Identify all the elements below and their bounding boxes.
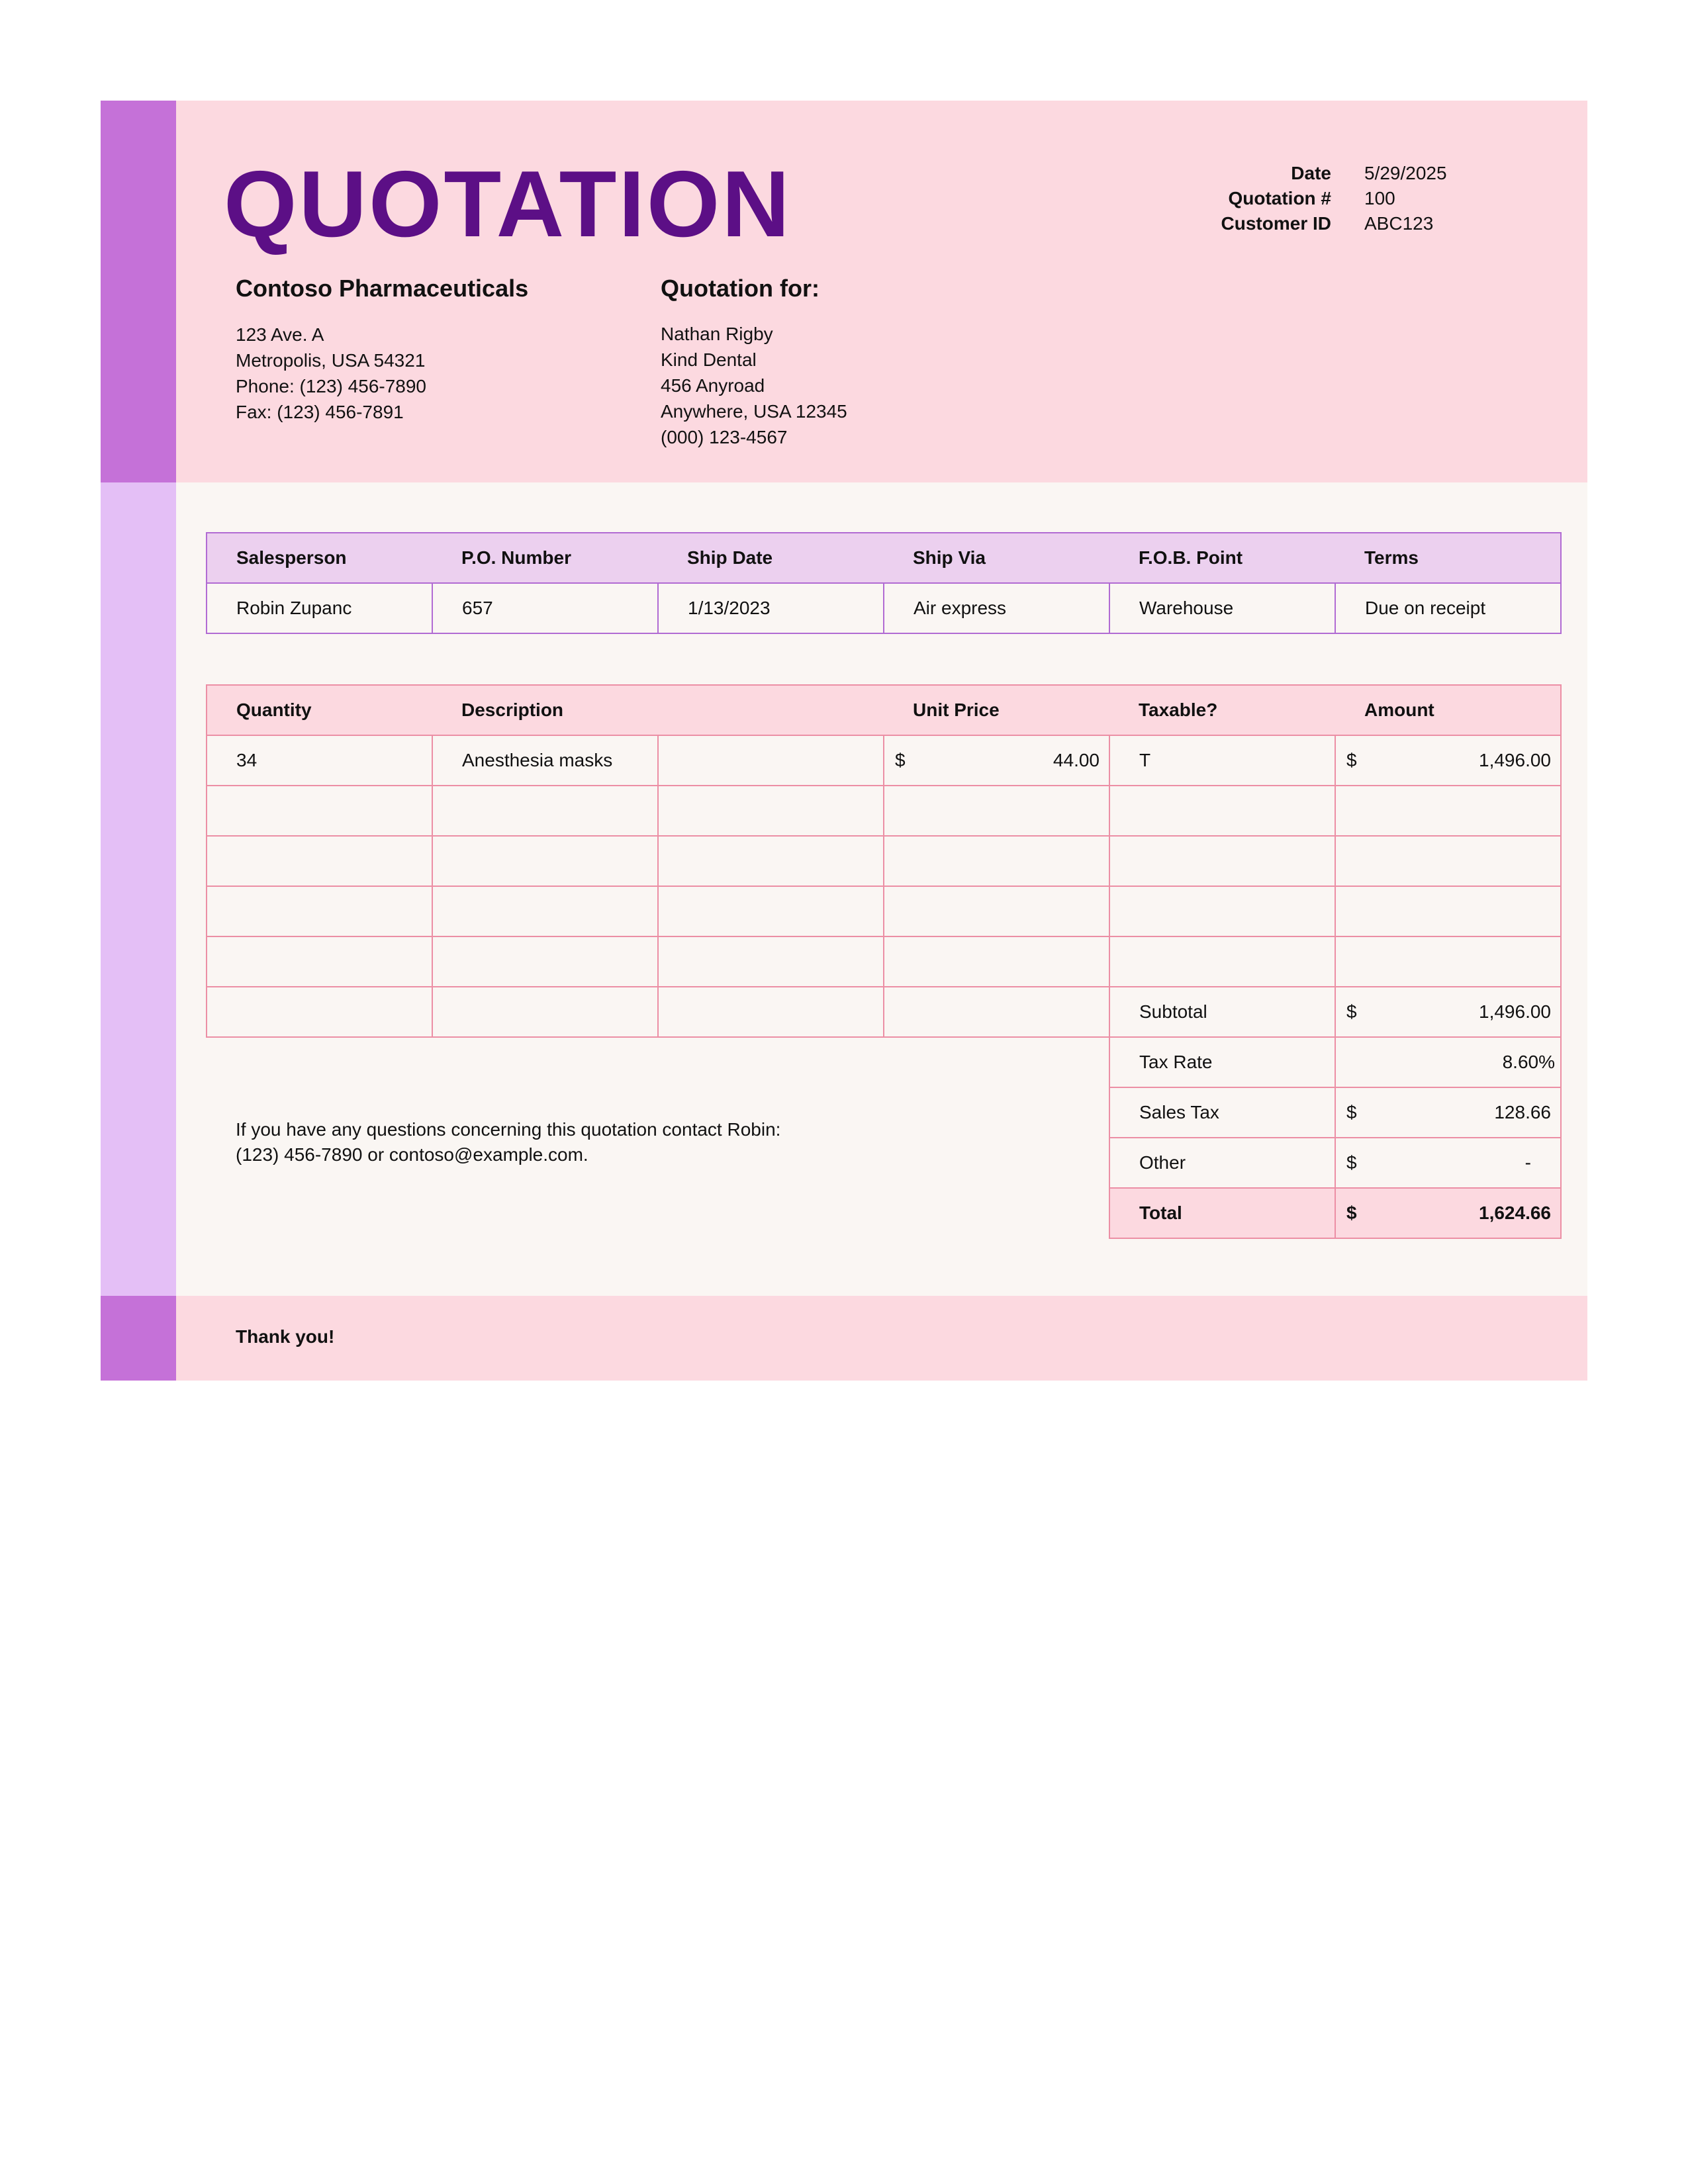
empty-cell [884,936,1109,987]
seller-fax: Fax: (123) 456-7891 [236,402,404,422]
quotation-number-label: Quotation # [1228,188,1331,208]
shipping-header-row [207,533,1561,583]
recipient-name: Nathan Rigby [661,324,773,344]
contact-details: (123) 456-7890 or contoso@example.com. [236,1144,588,1165]
seller-address [236,322,426,425]
description-header: Description [432,685,658,735]
quotation-number-value: 100 [1364,188,1395,208]
salesperson-value: Robin Zupanc [207,583,432,633]
empty-cell [1335,786,1561,836]
empty-cell [1109,936,1335,987]
empty-cell [658,987,884,1037]
table-row [207,786,1561,836]
item-unit-price-cell [884,735,1109,786]
table-row [207,936,1561,987]
quantity-header: Quantity [207,685,432,735]
ship-via-header: Ship Via [884,533,1109,583]
item-taxable: T [1109,735,1335,786]
ship-date-header: Ship Date [658,533,884,583]
table-row [207,735,1561,786]
sales-tax-currency: $ [1346,1102,1357,1122]
sales-tax-value: 128.66 [1494,1102,1551,1122]
subtotal-row [207,987,1561,1037]
subtotal-value: 1,496.00 [1479,1001,1551,1022]
spacer [207,1037,1109,1087]
empty-cell [884,987,1109,1037]
thank-you-text: Thank you! [236,1326,335,1347]
date-value: 5/29/2025 [1364,163,1447,183]
item-amount-cell [1335,735,1561,786]
empty-cell [1335,836,1561,886]
description-header-spacer [658,685,884,735]
document-title: QUOTATION [224,152,792,257]
seller-name: Contoso Pharmaceuticals [236,275,529,302]
contact-line: If you have any questions concerning this quotation contact Robin: [236,1119,781,1140]
contact-note [236,1117,780,1167]
empty-cell [658,786,884,836]
sales-tax-cell [1335,1087,1561,1138]
tax-rate-value: 8.60% [1335,1037,1561,1087]
item-description-extra [658,735,884,786]
seller-address-line: 123 Ave. A [236,324,324,345]
empty-cell [207,886,432,936]
empty-cell [432,886,658,936]
other-value: - [1524,1152,1531,1173]
recipient-heading: Quotation for: [661,275,820,302]
salesperson-header: Salesperson [207,533,432,583]
empty-cell [658,836,884,886]
empty-cell [884,786,1109,836]
item-unit-price-currency: $ [895,750,906,770]
fob-point-value: Warehouse [1109,583,1335,633]
tax-rate-row [207,1037,1561,1087]
recipient-address-line: 456 Anyroad [661,375,765,396]
item-description: Anesthesia masks [432,735,658,786]
total-row [207,1188,1561,1238]
terms-value: Due on receipt [1335,583,1561,633]
ship-via-value: Air express [884,583,1109,633]
item-amount: 1,496.00 [1479,750,1551,770]
po-number-value: 657 [432,583,658,633]
other-currency: $ [1346,1152,1357,1173]
header-accent-bar [101,101,176,482]
empty-cell [207,786,432,836]
empty-cell [658,886,884,936]
other-cell [1335,1138,1561,1188]
shipping-value-row [207,583,1561,633]
empty-cell [432,987,658,1037]
items-header-row [207,685,1561,735]
empty-cell [432,786,658,836]
footer-accent-bar [101,1296,176,1381]
recipient-address-line: Anywhere, USA 12345 [661,401,847,422]
taxable-header: Taxable? [1109,685,1335,735]
total-currency: $ [1346,1203,1357,1223]
sales-tax-label: Sales Tax [1109,1087,1335,1138]
empty-cell [658,936,884,987]
fob-point-header: F.O.B. Point [1109,533,1335,583]
recipient-company: Kind Dental [661,349,757,370]
other-label: Other [1109,1138,1335,1188]
empty-cell [884,836,1109,886]
empty-cell [1335,936,1561,987]
footer-band [176,1296,1587,1381]
total-value: 1,624.66 [1479,1203,1551,1223]
empty-cell [207,987,432,1037]
table-row [207,836,1561,886]
po-number-header: P.O. Number [432,533,658,583]
item-unit-price: 44.00 [1053,750,1100,770]
recipient-phone: (000) 123-4567 [661,427,788,447]
spacer [207,1188,1109,1238]
empty-cell [207,836,432,886]
customer-id-value: ABC123 [1364,213,1434,234]
body-accent-bar [101,482,176,1296]
empty-cell [1109,886,1335,936]
recipient-address [661,321,847,450]
date-label: Date [1291,163,1331,183]
ship-date-value: 1/13/2023 [658,583,884,633]
empty-cell [1335,886,1561,936]
item-quantity: 34 [207,735,432,786]
empty-cell [884,886,1109,936]
shipping-table [206,532,1562,634]
empty-cell [207,936,432,987]
subtotal-cell [1335,987,1561,1037]
empty-cell [432,936,658,987]
empty-cell [432,836,658,886]
unit-price-header: Unit Price [884,685,1109,735]
tax-rate-label: Tax Rate [1109,1037,1335,1087]
subtotal-label: Subtotal [1109,987,1335,1037]
terms-header: Terms [1335,533,1561,583]
empty-cell [1109,786,1335,836]
item-amount-currency: $ [1346,750,1357,770]
total-cell [1335,1188,1561,1238]
table-row [207,886,1561,936]
seller-address-line: Metropolis, USA 54321 [236,350,426,371]
total-label: Total [1109,1188,1335,1238]
customer-id-label: Customer ID [1221,213,1331,234]
empty-cell [1109,836,1335,886]
amount-header: Amount [1335,685,1561,735]
seller-phone: Phone: (123) 456-7890 [236,376,426,396]
subtotal-currency: $ [1346,1001,1357,1022]
